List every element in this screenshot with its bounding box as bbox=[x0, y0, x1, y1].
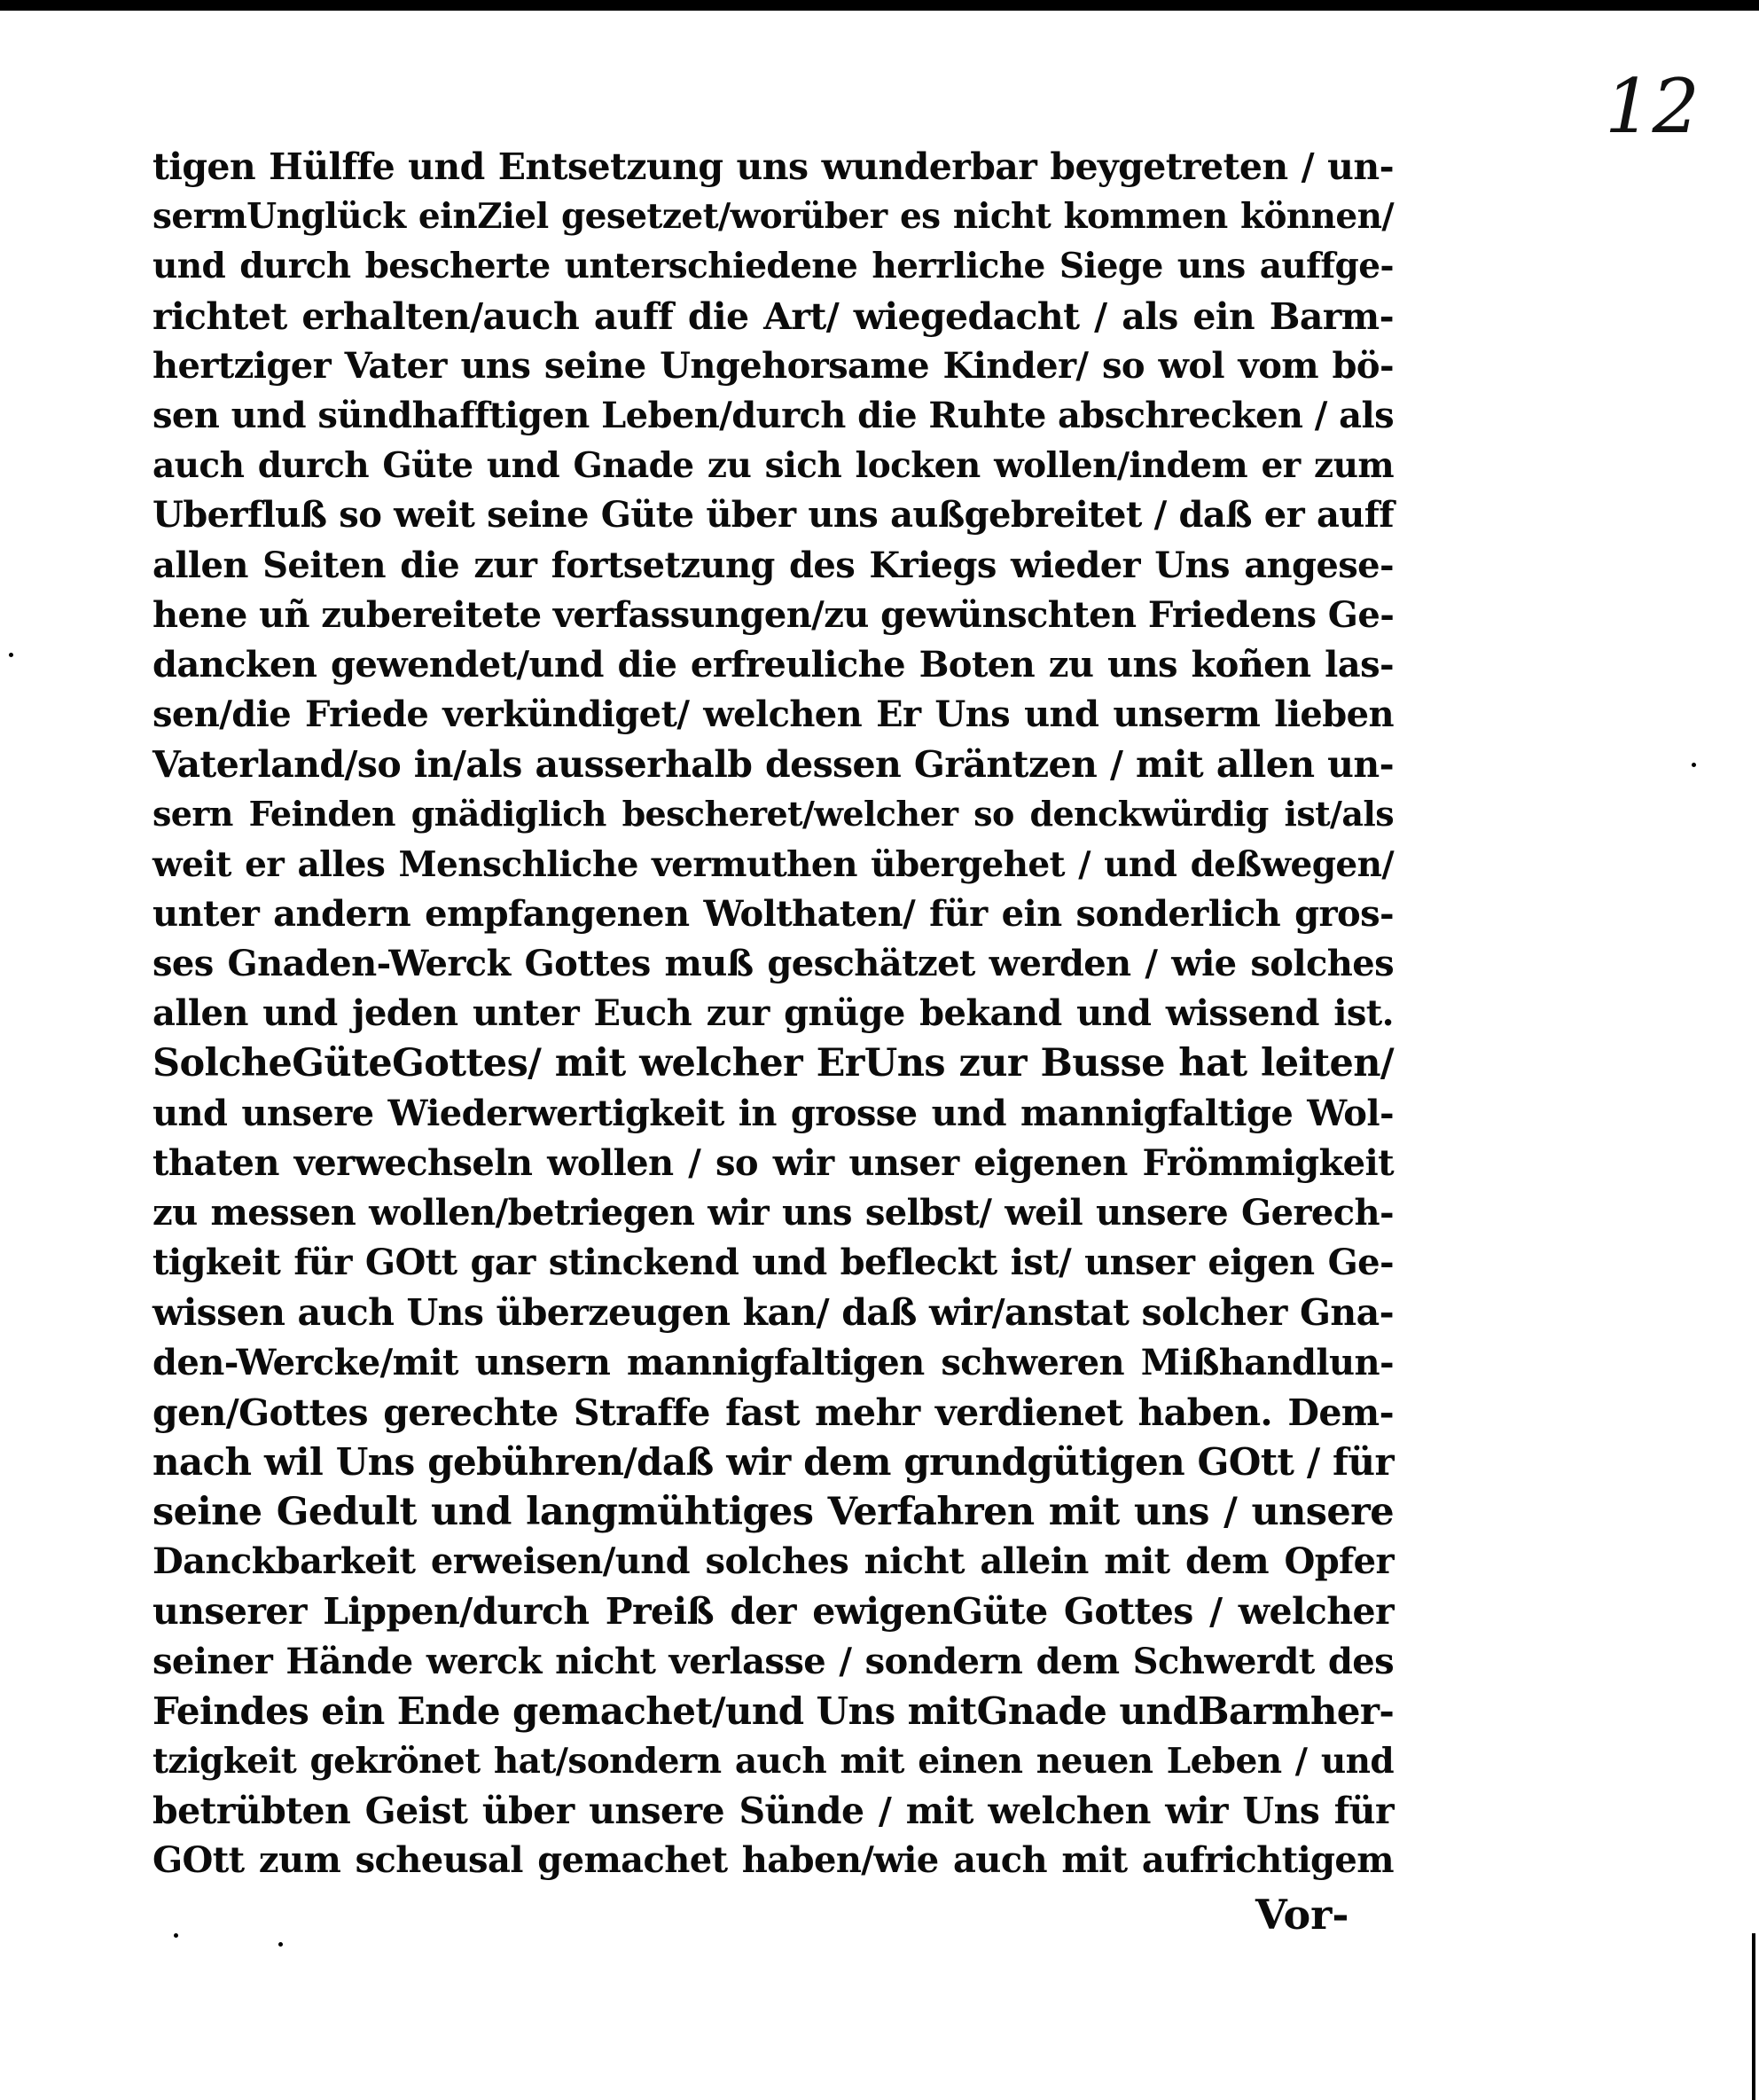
text-line: auch durch Güte und Gnade zu sich locken wollen/indem er zum bbox=[152, 445, 1394, 487]
text-line: dancken gewendet/und die erfreuliche Boten zu uns koñen las- bbox=[152, 643, 1394, 686]
text-line: unter andern empfangenen Wolthaten/ für ein sonderlich gros- bbox=[152, 892, 1394, 935]
right-edge-mark bbox=[1752, 1933, 1755, 2100]
text-line: Danckbarkeit erweisen/und solches nicht allein mit dem Opfer bbox=[152, 1540, 1394, 1583]
ink-speck bbox=[9, 653, 13, 657]
text-line: allen Seiten die zur fortsetzung des Kriegs wieder Uns angese- bbox=[152, 544, 1394, 586]
text-line: und unsere Wiederwertigkeit in grosse und mannigfaltige Wol- bbox=[152, 1092, 1394, 1134]
ink-speck bbox=[174, 1933, 178, 1938]
text-line: sen und sündhafftigen Leben/durch die Ruhte abschrecken / als bbox=[152, 394, 1394, 436]
text-line: ses Gnaden-Werck Gottes muß geschätzet werden / wie solches bbox=[152, 943, 1394, 984]
text-line: Vaterland/so in/als ausserhalb dessen Gräntzen / mit allen un- bbox=[152, 743, 1394, 787]
text-line: thaten verwechseln wollen / so wir unser eigenen Frömmigkeit bbox=[152, 1141, 1394, 1184]
ink-speck bbox=[278, 1942, 283, 1947]
page-number: 12 bbox=[1605, 63, 1700, 150]
text-line: tigen Hülffe und Entsetzung uns wunderbar beygetreten / un- bbox=[152, 145, 1394, 188]
text-line: sermUnglück einZiel gesetzet/worüber es nicht kommen können/ bbox=[152, 196, 1394, 238]
text-line: sern Feinden gnädiglich bescheret/welcher so denckwürdig ist/als bbox=[152, 794, 1394, 835]
text-line: richtet erhalten/auch auff die Art/ wiegedacht / als ein Barm- bbox=[152, 294, 1394, 338]
text-line: betrübten Geist über unsere Sünde / mit welchen wir Uns für bbox=[152, 1790, 1394, 1833]
text-line: Uberfluß so weit seine Güte über uns außgebreitet / daß er auff bbox=[152, 494, 1394, 537]
text-line: tzigkeit gekrönet hat/sondern auch mit einen neuen Leben / und bbox=[152, 1741, 1394, 1782]
text-line: und durch bescherte unterschiedene herrliche Siege uns auffge- bbox=[152, 246, 1394, 287]
text-line: den-Wercke/mit unsern mannigfaltigen schweren Mißhandlun- bbox=[152, 1341, 1394, 1383]
catchword: Vor- bbox=[1255, 1891, 1349, 1939]
text-line: hene uñ zubereitete verfassungen/zu gewünschten Friedens Ge- bbox=[152, 593, 1395, 636]
text-line: Feindes ein Ende gemachet/und Uns mitGnade undBarmher- bbox=[152, 1689, 1395, 1733]
text-line: tigkeit für GOtt gar stinckend und befleckt ist/ unser eigen Ge- bbox=[152, 1242, 1394, 1284]
text-line: gen/Gottes gerechte Straffe fast mehr verdienet haben. Dem- bbox=[152, 1391, 1394, 1434]
ink-speck bbox=[1692, 763, 1696, 767]
text-line: weit er alles Menschliche vermuthen übergehet / und deßwegen/ bbox=[152, 843, 1394, 885]
text-line: seine Gedult und langmühtiges Verfahren mit uns / unsere bbox=[152, 1490, 1394, 1535]
text-line: nach wil Uns gebühren/daß wir dem grundgütigen GOtt / für bbox=[152, 1439, 1394, 1484]
text-line: hertziger Vater uns seine Ungehorsame Kinder/ so wol vom bö- bbox=[152, 344, 1394, 387]
text-line: GOtt zum scheusal gemachet haben/wie auch mit aufrichtigem bbox=[152, 1839, 1394, 1882]
text-line: unserer Lippen/durch Preiß der ewigenGüte Gottes / welcher bbox=[152, 1590, 1394, 1634]
text-line: zu messen wollen/betriegen wir uns selbst/ weil unsere Gerech- bbox=[152, 1191, 1394, 1234]
text-line: seiner Hände werck nicht verlasse / sondern dem Schwerdt des bbox=[152, 1640, 1394, 1682]
text-line: wissen auch Uns überzeugen kan/ daß wir/anstat solcher Gna- bbox=[152, 1291, 1394, 1335]
text-line: SolcheGüteGottes/ mit welcher ErUns zur Busse hat leiten/ bbox=[152, 1041, 1394, 1086]
text-line: sen/die Friede verkündiget/ welchen Er Uns und unserm lieben bbox=[152, 693, 1394, 736]
body-text bbox=[152, 142, 1394, 1886]
top-border-rule bbox=[0, 0, 1759, 11]
text-line: allen und jeden unter Euch zur gnüge bekand und wissend ist. bbox=[152, 992, 1394, 1035]
